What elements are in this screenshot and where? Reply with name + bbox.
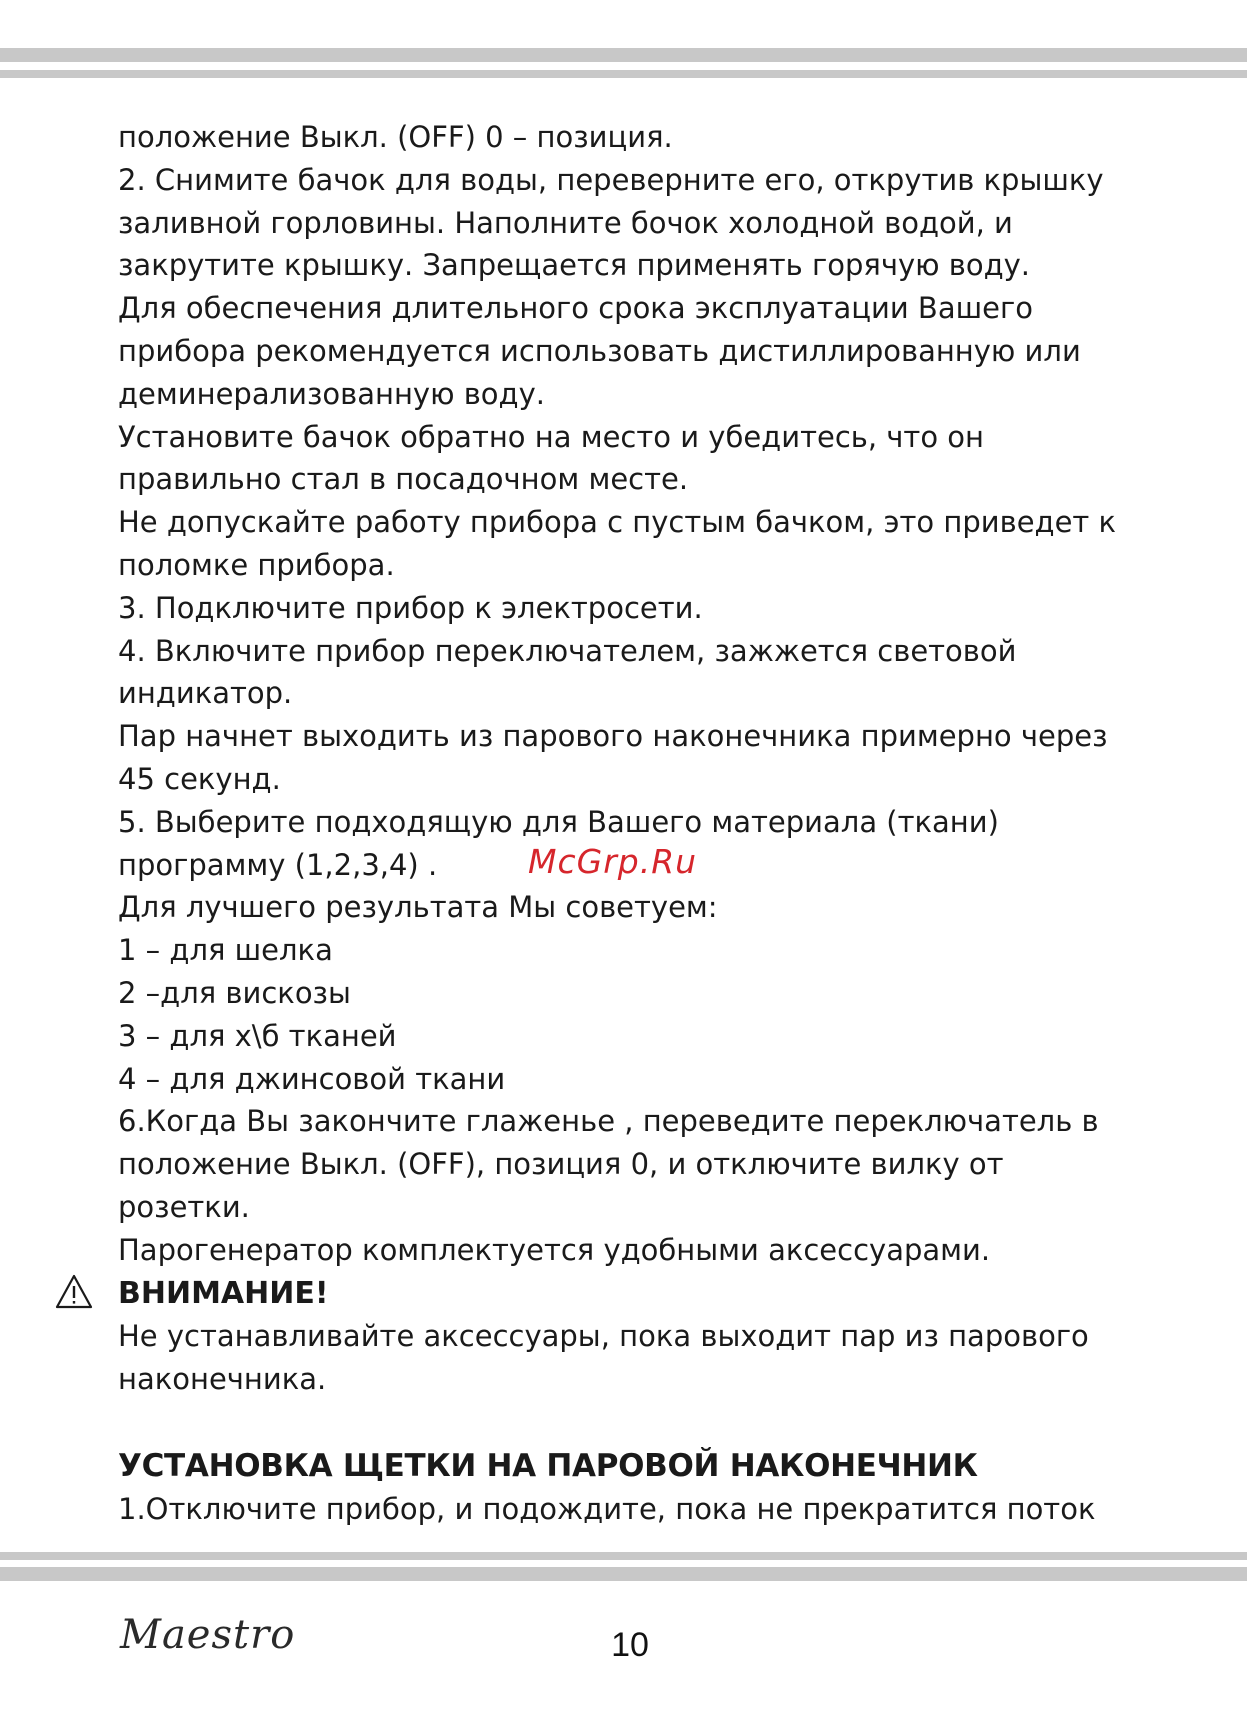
top-rule <box>0 48 1247 62</box>
text-line: положение Выкл. (OFF) 0 – позиция. <box>118 120 673 154</box>
text-line: 4. Включите прибор переключателем, зажжется световой <box>118 633 1017 668</box>
page-number: 10 <box>611 1626 649 1664</box>
text-line: заливной горловины. Наполните бочок холодной водой, и <box>118 205 1013 240</box>
warning-triangle-icon <box>54 1272 94 1312</box>
text-line: положение Выкл. (OFF), позиция 0, и отключите вилку от <box>118 1147 1004 1182</box>
text-line: Установите бачок обратно на место и убедитесь, что он <box>118 419 984 454</box>
bottom-rule-thin <box>0 1552 1247 1560</box>
text-line: 2 –для вискозы <box>118 975 351 1010</box>
text-line: 3. Подключите прибор к электросети. <box>118 590 703 625</box>
text-line: Пар начнет выходить из парового наконечника примерно через <box>118 719 1108 754</box>
section-title: УСТАНОВКА ЩЕТКИ НА ПАРОВОЙ НАКОНЕЧНИК <box>118 1447 978 1484</box>
text-line: индикатор. <box>118 676 293 711</box>
text-line: правильно стал в посадочном месте. <box>118 462 689 497</box>
warning-heading <box>118 1272 1228 1316</box>
section-text-line: 1.Отключите прибор, и подождите, пока не прекратится поток <box>118 1491 1096 1526</box>
page-content <box>118 116 1228 1531</box>
text-line: 1 – для шелка <box>118 933 333 968</box>
text-line: прибора рекомендуется использовать дистиллированную или <box>118 333 1081 368</box>
text-line: 4 – для джинсовой ткани <box>118 1061 506 1096</box>
text-line: Для обеспечения длительного срока эксплуатации Вашего <box>118 291 1033 326</box>
bottom-rule <box>0 1567 1247 1581</box>
text-line: 45 секунд. <box>118 761 281 796</box>
text-line: поломке прибора. <box>118 547 395 582</box>
text-line: 5. Выберите подходящую для Вашего материала (ткани) <box>118 804 999 839</box>
text-line: Парогенератор комплектуется удобными аксессуарами. <box>118 1232 991 1267</box>
warning-title: ВНИМАНИЕ! <box>118 1275 329 1311</box>
text-line: 2. Снимите бачок для воды, переверните его, открутив крышку <box>118 162 1104 197</box>
warning-text-line: наконечника. <box>118 1362 327 1397</box>
top-rule-thin <box>0 70 1247 78</box>
warning-text-line: Не устанавливайте аксессуары, пока выходит пар из парового <box>118 1319 1089 1354</box>
text-line: программу (1,2,3,4) . <box>118 847 438 882</box>
text-line: розетки. <box>118 1189 250 1224</box>
brand-logo: Maestro <box>120 1612 296 1658</box>
text-line: Для лучшего результата Мы советуем: <box>118 890 718 925</box>
text-line: закрутите крышку. Запрещается применять горячую воду. <box>118 248 1031 283</box>
text-line: Не допускайте работу прибора с пустым бачком, это приведет к <box>118 505 1117 540</box>
watermark: McGrp.Ru <box>528 842 698 881</box>
text-line: деминерализованную воду. <box>118 376 545 411</box>
text-line: 3 – для х\б тканей <box>118 1018 397 1053</box>
text-line: 6.Когда Вы закончите глаженье , переведите переключатель в <box>118 1104 1099 1139</box>
